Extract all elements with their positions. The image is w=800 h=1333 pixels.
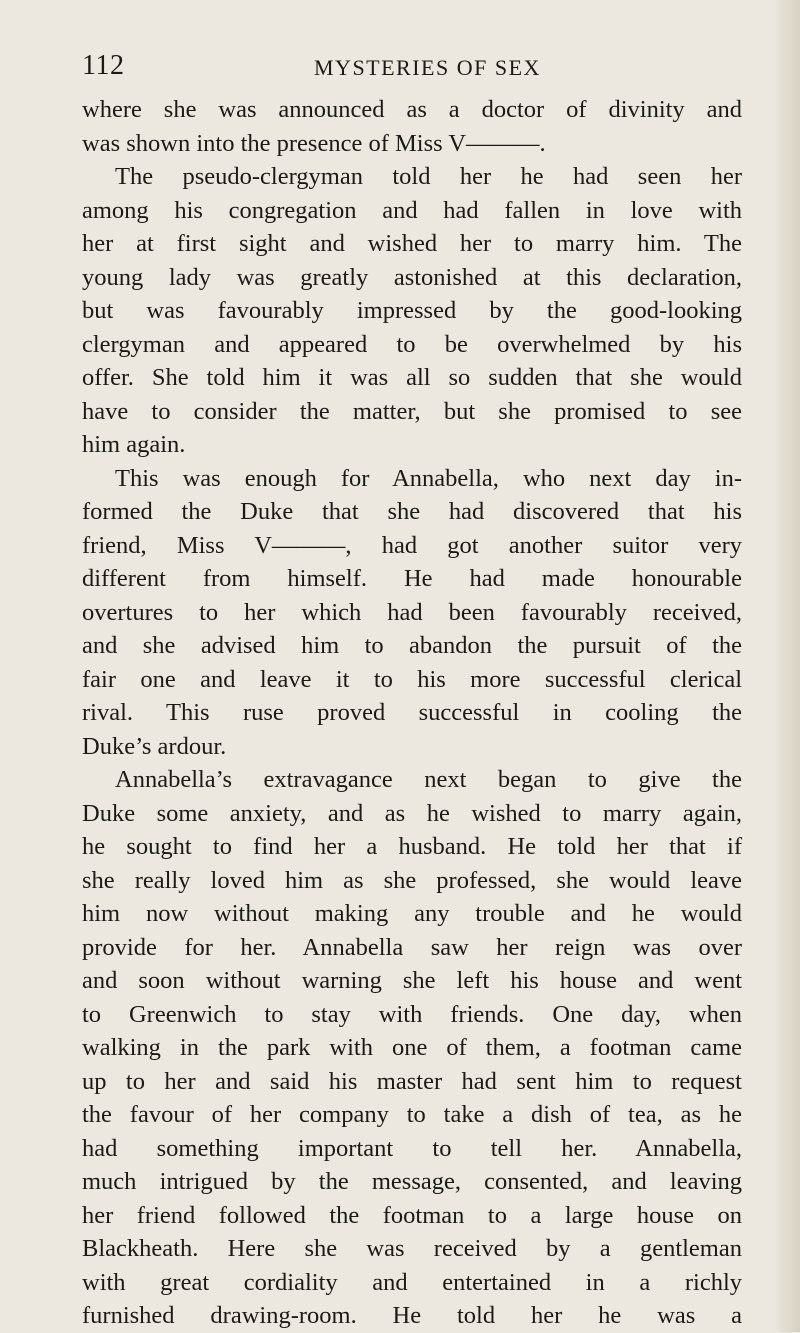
text-line: fair one and leave it to his more successful clerical bbox=[82, 665, 742, 693]
text-line: him again. bbox=[82, 431, 186, 458]
text-line: and she advised him to abandon the pursuit of the bbox=[82, 632, 742, 659]
text-line: Duke’s ardour. bbox=[82, 732, 227, 760]
text-line: have to consider the matter, but she promised to see bbox=[82, 397, 742, 425]
text-line: her at first sight and wished her to marry him. The bbox=[82, 230, 742, 257]
text-line: overtures to her which had been favourably received, bbox=[82, 598, 742, 626]
text-line: provide for her. Annabella saw her reign was over bbox=[82, 933, 742, 961]
text-line: had something important to tell her. Annabella, bbox=[82, 1134, 742, 1162]
text-line: walking in the park with one of them, a footman came bbox=[82, 1034, 742, 1061]
text-line: the favour of her company to take a dish of tea, as he bbox=[82, 1101, 742, 1128]
text-line: young lady was greatly astonished at this declaration, bbox=[82, 263, 742, 291]
text-line: was shown into the presence of Miss V———. bbox=[82, 129, 546, 157]
text-line: much intrigued by the message, consented, and leaving bbox=[82, 1168, 742, 1195]
running-head: MYSTERIES OF SEX bbox=[314, 55, 541, 80]
text-line: up to her and said his master had sent him to request bbox=[82, 1067, 742, 1095]
text-line: clergyman and appeared to be overwhelmed by his bbox=[82, 330, 742, 358]
text-line: offer. She told him it was all so sudden that she would bbox=[82, 364, 742, 391]
text-line: different from himself. He had made honourable bbox=[82, 565, 742, 592]
text-line: Annabella’s extravagance next began to give the bbox=[115, 766, 742, 793]
text-line: friend, Miss V———, had got another suitor very bbox=[82, 531, 742, 559]
page-edge-shadow bbox=[774, 0, 800, 1332]
text-line: rival. This ruse proved successful in cooling the bbox=[82, 699, 742, 726]
text-line: her friend followed the footman to a large house on bbox=[82, 1201, 742, 1229]
text-line: among his congregation and had fallen in love with bbox=[82, 196, 742, 224]
text-line: This was enough for Annabella, who next day in- bbox=[115, 464, 742, 492]
text-line: but was favourably impressed by the good-looking bbox=[82, 297, 742, 324]
text-line: formed the Duke that she had discovered that his bbox=[82, 498, 742, 525]
text-line: with great cordiality and entertained in a richly bbox=[82, 1268, 742, 1296]
text-line: he sought to find her a husband. He told her that if bbox=[82, 833, 742, 860]
text-line: him now without making any trouble and he would bbox=[82, 900, 742, 927]
text-line: The pseudo-clergyman told her he had seen her bbox=[115, 163, 742, 190]
page-number: 112 bbox=[82, 50, 125, 81]
text-line: she really loved him as she professed, she would leave bbox=[82, 866, 742, 894]
text-line: Blackheath. Here she was received by a gentleman bbox=[82, 1235, 742, 1262]
page-header bbox=[0, 48, 800, 88]
text-line: furnished drawing-room. He told her he was a bbox=[82, 1302, 742, 1329]
text-line: and soon without warning she left his house and went bbox=[82, 967, 742, 994]
text-line: Duke some anxiety, and as he wished to marry again, bbox=[82, 799, 742, 827]
body-text bbox=[82, 93, 742, 1333]
text-line: where she was announced as a doctor of divinity and bbox=[82, 96, 742, 123]
text-line: to Greenwich to stay with friends. One day, when bbox=[82, 1000, 742, 1028]
